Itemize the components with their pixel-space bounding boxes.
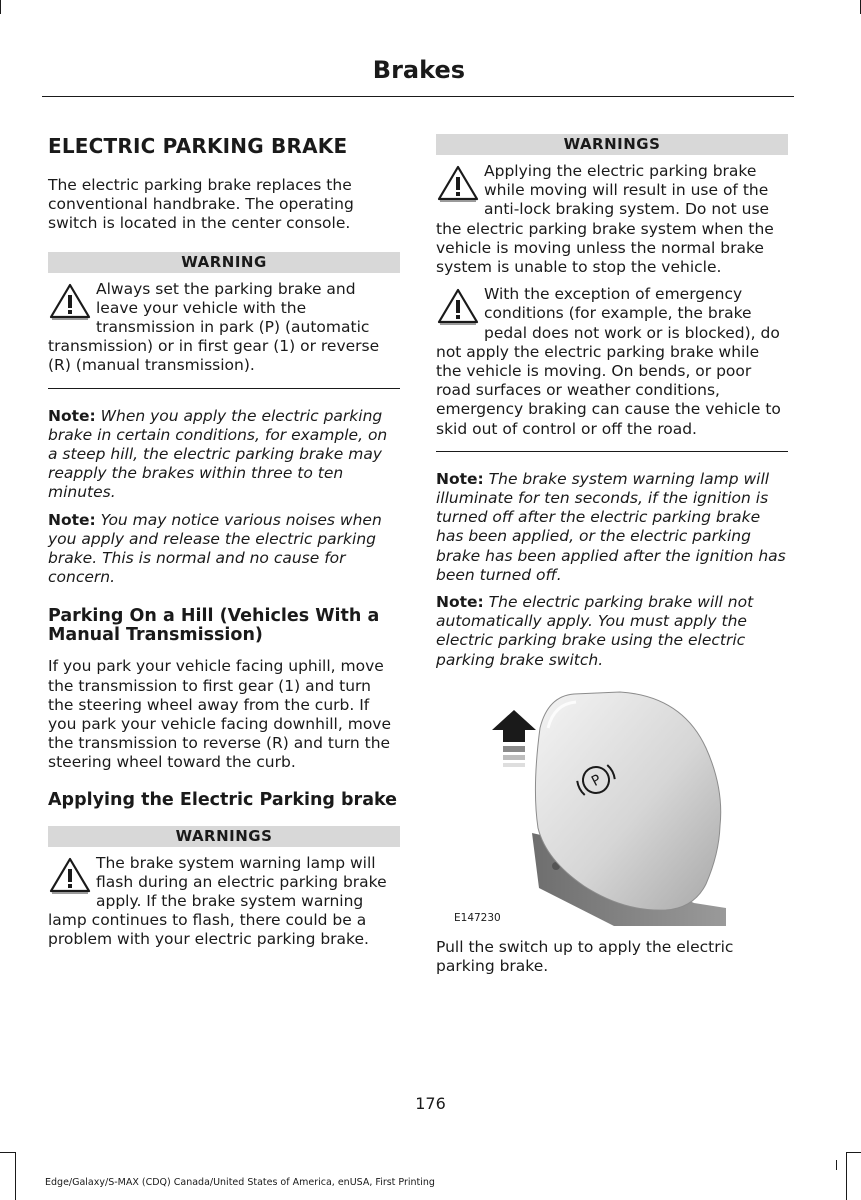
note-text: The brake system warning lamp will illuminate for ten seconds, if the ignition is turned off after the electric parking brake has been applied, or the electric parking brake has been applied after the ignition has been turned off. (436, 469, 786, 584)
warning-text: Applying the electric parking brake while moving will result in use of the anti-lock braking system. Do not use the electric parking brake system when the vehicle is moving unless the normal brake system is unable to stop the vehicle. (436, 162, 774, 277)
note-text: The electric parking brake will not automatically apply. You must apply the electric parking brake using the electric parking brake switch. (436, 593, 754, 669)
warning-triangle-icon (436, 164, 480, 202)
parking-brake-switch-illustration (444, 688, 726, 926)
crop-mark (846, 1152, 847, 1200)
left-column (48, 132, 400, 950)
note-label: Note: (48, 406, 96, 425)
warning-end-rule (436, 451, 788, 452)
page-number: 176 (415, 1094, 446, 1113)
intro-paragraph: The electric parking brake replaces the conventional handbrake. The operating switch is located in the center console. (48, 176, 354, 233)
warning-text: Always set the parking brake and leave your vehicle with the transmission in park (P) (automatic transmission) or in first gear (1) or reverse (R) (manual transmission). (48, 279, 380, 375)
note-label: Note: (48, 510, 96, 529)
crop-mark (846, 1152, 861, 1153)
crop-mark (0, 1152, 15, 1153)
warning-triangle-icon (436, 287, 480, 325)
warnings-heading: WARNINGS (48, 826, 400, 847)
crop-mark (15, 1152, 16, 1200)
header-divider (42, 96, 794, 97)
note-paragraph (436, 593, 788, 670)
warnings-box (48, 826, 400, 950)
p-symbol: P (588, 771, 604, 790)
note-text: When you apply the electric parking brake in certain conditions, for example, on a steep hill, the electric parking brake may reapply the brakes within three to ten minutes. (48, 406, 388, 502)
subsection-title-applying: Applying the Electric Parking brake (48, 789, 398, 810)
warning-end-rule (48, 388, 400, 389)
hill-paragraph: If you park your vehicle facing uphill, move the transmission to first gear (1) and turn the steering wheel away from the curb. If you park your vehicle facing downhill, move the transmission to reverse (R) and turn the steering wheel toward the curb. (48, 657, 392, 772)
warning-item (48, 854, 400, 950)
warning-item (436, 162, 788, 277)
note-paragraph (48, 511, 400, 588)
note-label: Note: (436, 593, 484, 612)
warnings-box (436, 134, 788, 452)
note-paragraph (436, 470, 788, 585)
warning-item (436, 285, 788, 439)
subsection-title-hill: Parking On a Hill (Vehicles With a Manual Transmission) (48, 606, 380, 646)
warning-text: The brake system warning lamp will flash during an electric parking brake apply. If the brake system warning lamp continues to flash, there could be a problem with your electric parking brake. (48, 853, 387, 949)
right-column (436, 134, 788, 976)
warning-triangle-icon (48, 856, 92, 894)
parking-brake-switch-figure (444, 688, 726, 926)
figure-caption: Pull the switch up to apply the electric parking brake. (436, 937, 734, 976)
note-text: You may notice various noises when you apply and release the electric parking brake. This is normal and no cause for concern. (48, 510, 382, 587)
note-paragraph (48, 407, 400, 503)
warning-text: With the exception of emergency conditions (for example, the brake pedal does not work or is blocked), do not apply the electric parking brake while the vehicle is moving. On bends, or poor road surfaces or weather conditions, emergency braking can cause the vehicle to skid out of control or off the road. (436, 285, 781, 438)
page-header-title: Brakes (372, 56, 465, 84)
crop-mark (836, 1160, 837, 1170)
warning-item (48, 280, 400, 376)
crop-mark (0, 0, 1, 14)
warning-box (48, 252, 400, 389)
warning-heading: WARNING (48, 252, 400, 273)
warnings-heading: WARNINGS (436, 134, 788, 155)
section-title: ELECTRIC PARKING BRAKE (48, 134, 348, 158)
figure-code: E147230 (454, 911, 501, 924)
footer-imprint: Edge/Galaxy/S-MAX (CDQ) Canada/United States of America, enUSA, First Printing (45, 1177, 435, 1188)
warning-triangle-icon (48, 282, 92, 320)
note-label: Note: (436, 469, 484, 488)
